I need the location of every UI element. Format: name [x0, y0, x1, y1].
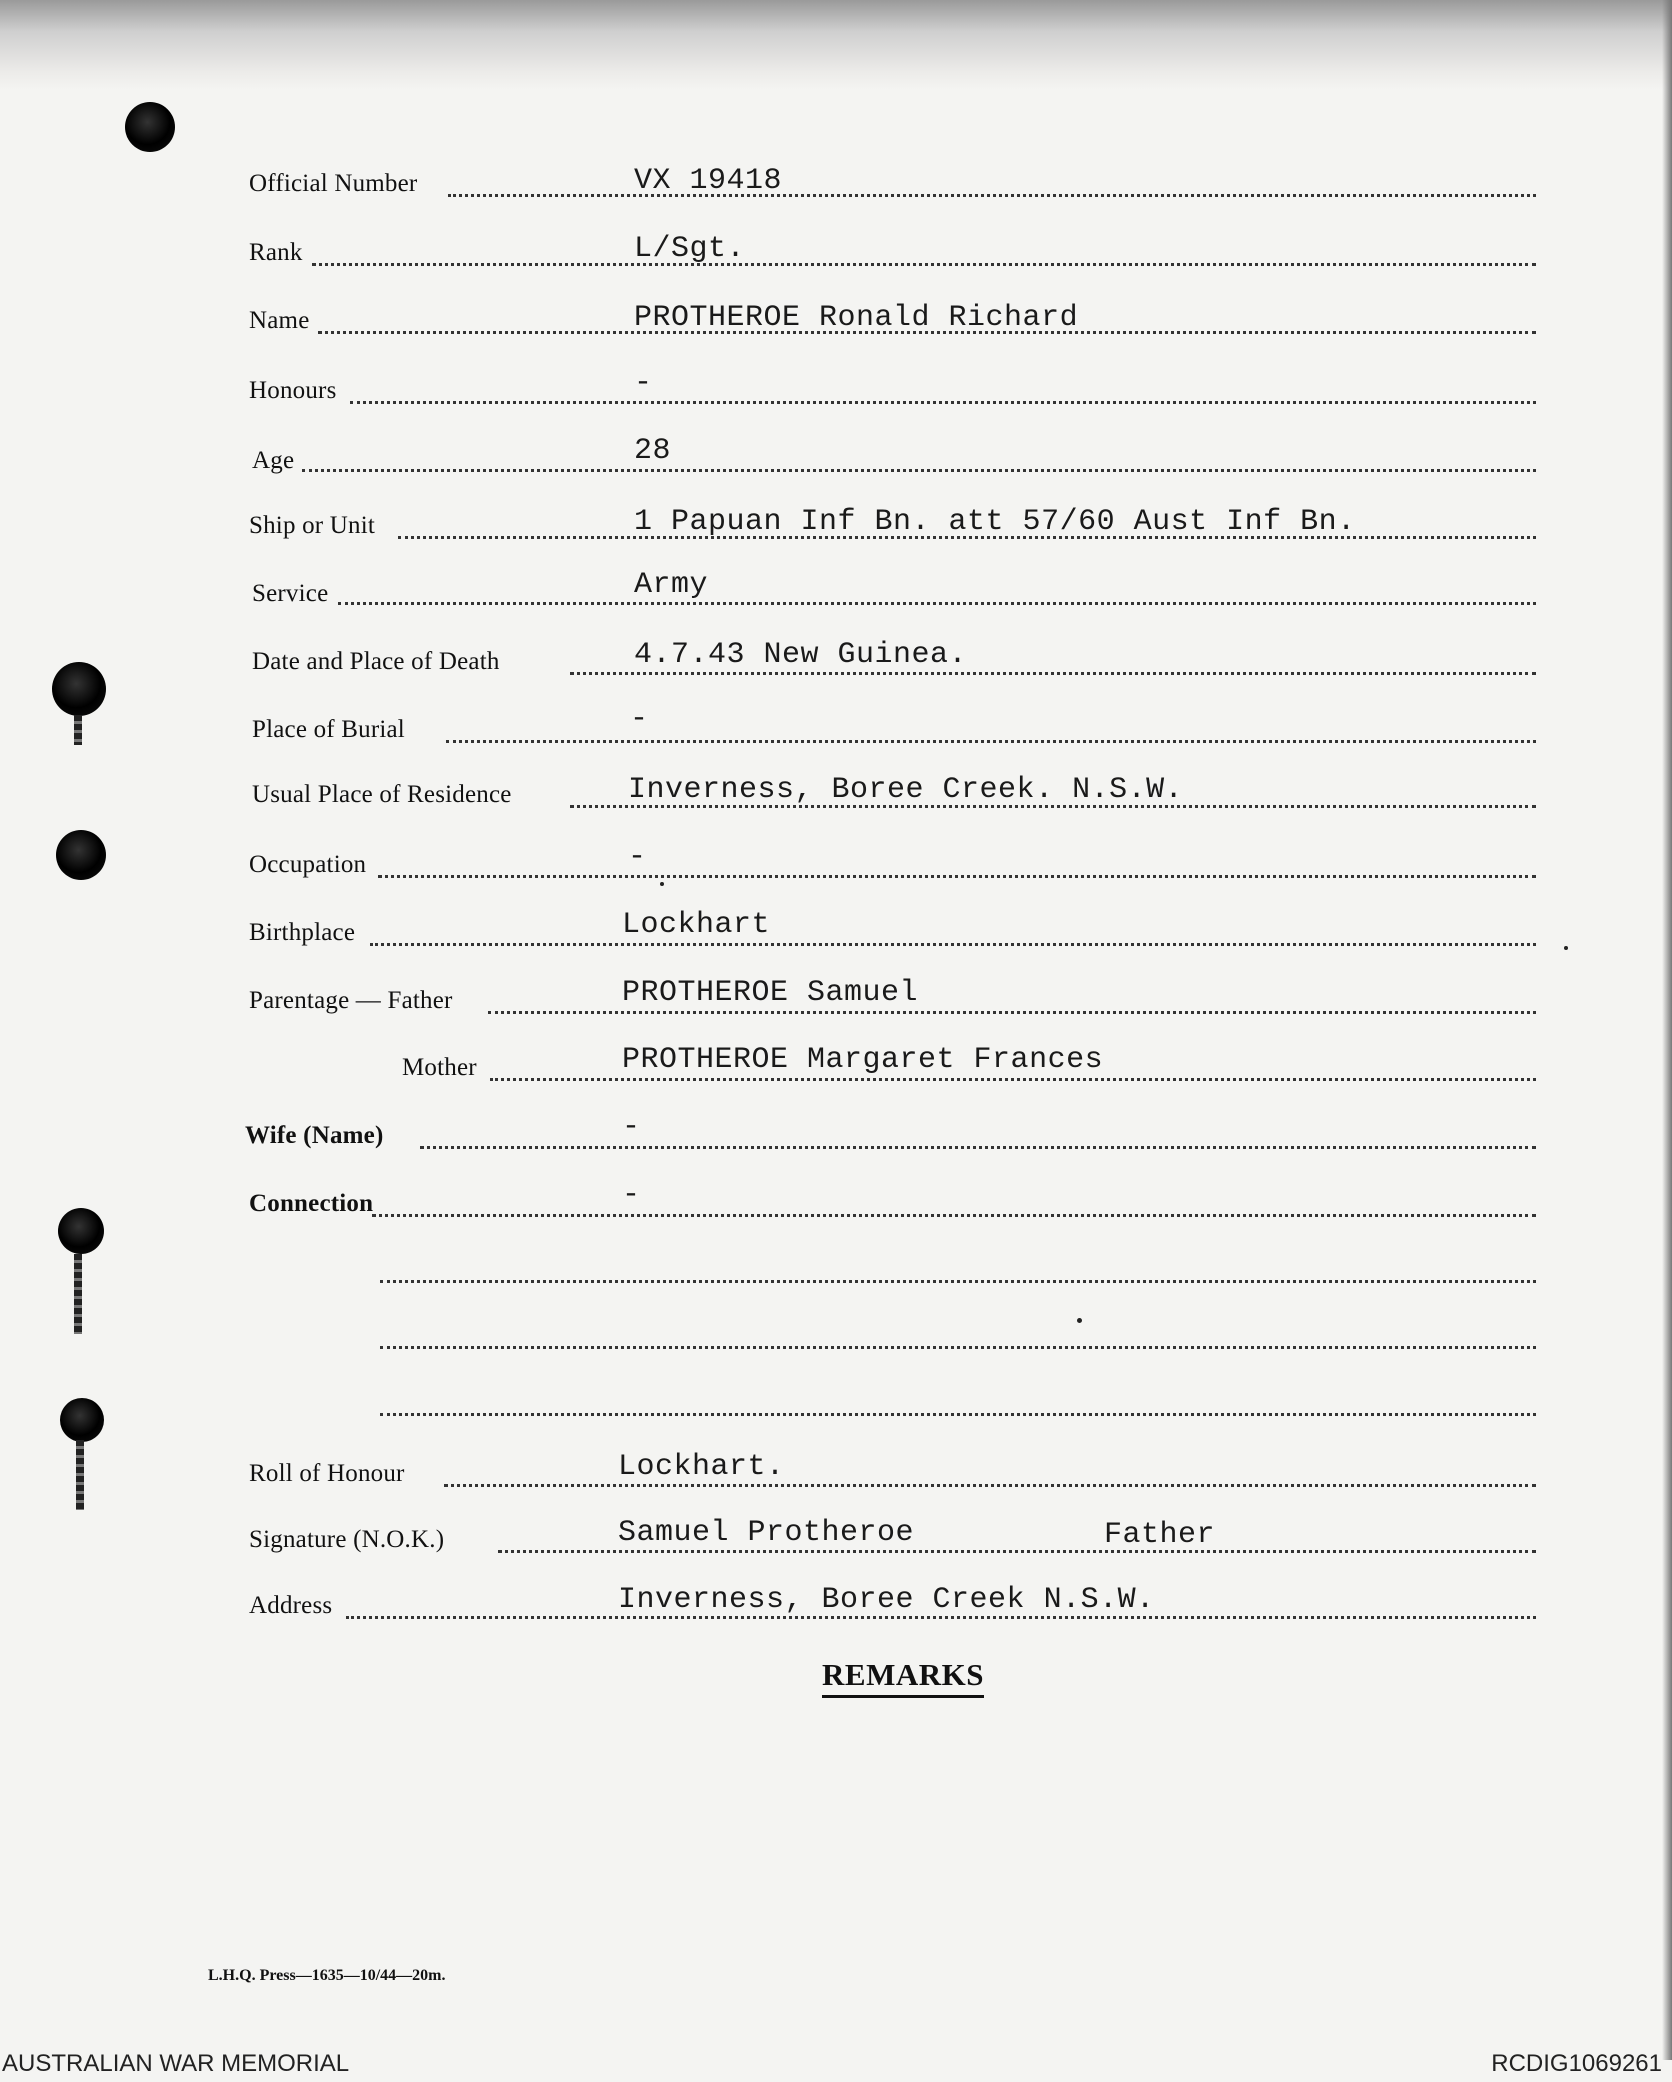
dotted-line — [490, 1078, 1536, 1081]
dotted-line — [350, 401, 1536, 404]
value-rank: L/Sgt. — [634, 232, 746, 266]
value-occupation: - — [628, 840, 647, 874]
value-date-place-death: 4.7.43 New Guinea. — [634, 638, 968, 672]
punch-hole-streak — [74, 1254, 82, 1334]
scan-speck — [1077, 1318, 1082, 1323]
label-official-number: Official Number — [249, 170, 418, 197]
label-roll-of-honour: Roll of Honour — [249, 1460, 405, 1487]
dotted-line — [378, 875, 1536, 878]
dotted-line-blank — [380, 1413, 1536, 1416]
label-name: Name — [249, 307, 310, 334]
label-mother: Mother — [402, 1054, 477, 1081]
value-honours: - — [634, 366, 653, 400]
punch-hole-streak — [74, 715, 82, 745]
label-place-of-burial: Place of Burial — [252, 716, 405, 743]
value-ship-or-unit: 1 Papuan Inf Bn. att 57/60 Aust Inf Bn. — [634, 505, 1356, 539]
punch-hole-icon — [52, 662, 106, 716]
dotted-line — [338, 602, 1536, 605]
dotted-line — [446, 740, 1536, 743]
label-signature: Signature (N.O.K.) — [249, 1526, 445, 1553]
dotted-line — [488, 1011, 1536, 1014]
label-service: Service — [252, 580, 329, 607]
punch-hole-icon — [56, 830, 106, 880]
label-rank: Rank — [249, 239, 303, 266]
label-date-place-death: Date and Place of Death — [252, 648, 500, 675]
label-birthplace: Birthplace — [249, 919, 356, 946]
remarks-heading: REMARKS — [822, 1657, 984, 1698]
label-wife: Wife (Name) — [245, 1122, 384, 1149]
value-service: Army — [634, 568, 709, 602]
punch-hole-icon — [125, 102, 175, 152]
value-wife: - — [622, 1110, 641, 1144]
value-connection: - — [622, 1178, 641, 1212]
dotted-line — [372, 1214, 1536, 1217]
label-age: Age — [252, 447, 295, 474]
dotted-line — [420, 1146, 1536, 1149]
value-place-of-burial: - — [630, 702, 649, 736]
value-official-number: VX 19418 — [634, 164, 783, 198]
value-mother: PROTHEROE Margaret Frances — [622, 1043, 1104, 1077]
dotted-line-blank — [380, 1346, 1536, 1349]
dotted-line — [570, 672, 1536, 675]
dotted-line — [370, 943, 1536, 946]
value-address: Inverness, Boree Creek N.S.W. — [618, 1583, 1155, 1617]
punch-hole-icon — [58, 1208, 104, 1254]
dotted-line — [498, 1550, 1536, 1553]
dotted-line — [302, 469, 1536, 472]
press-note: L.H.Q. Press—1635—10/44—20m. — [208, 1967, 446, 1984]
value-father: PROTHEROE Samuel — [622, 976, 919, 1010]
value-signature-relation: Father — [1104, 1518, 1216, 1552]
footer-awm: AUSTRALIAN WAR MEMORIAL — [2, 2050, 350, 2077]
label-occupation: Occupation — [249, 851, 367, 878]
value-birthplace: Lockhart — [622, 908, 771, 942]
value-age: 28 — [634, 434, 672, 468]
footer-id: RCDIG1069261 — [1491, 2050, 1662, 2077]
dotted-line — [312, 263, 1536, 266]
label-ship-or-unit: Ship or Unit — [249, 512, 376, 539]
value-signature: Samuel Protheroe — [618, 1516, 915, 1550]
value-name: PROTHEROE Ronald Richard — [634, 301, 1079, 335]
punch-hole-icon — [60, 1398, 104, 1442]
scan-speck — [660, 882, 664, 886]
label-connection: Connection — [249, 1190, 374, 1217]
scan-speck — [1564, 946, 1568, 950]
value-roll-of-honour: Lockhart. — [618, 1450, 785, 1484]
punch-hole-streak — [76, 1440, 84, 1510]
label-usual-residence: Usual Place of Residence — [252, 781, 512, 808]
value-usual-residence: Inverness, Boree Creek. N.S.W. — [628, 773, 1184, 807]
dotted-line-blank — [380, 1280, 1536, 1283]
scan-edge-top — [0, 0, 1672, 90]
scan-edge-right — [1662, 0, 1672, 2060]
dotted-line — [444, 1484, 1536, 1487]
dotted-line — [448, 194, 1536, 197]
label-honours: Honours — [249, 377, 337, 404]
label-address: Address — [249, 1592, 333, 1619]
label-father: Parentage — Father — [249, 987, 453, 1014]
